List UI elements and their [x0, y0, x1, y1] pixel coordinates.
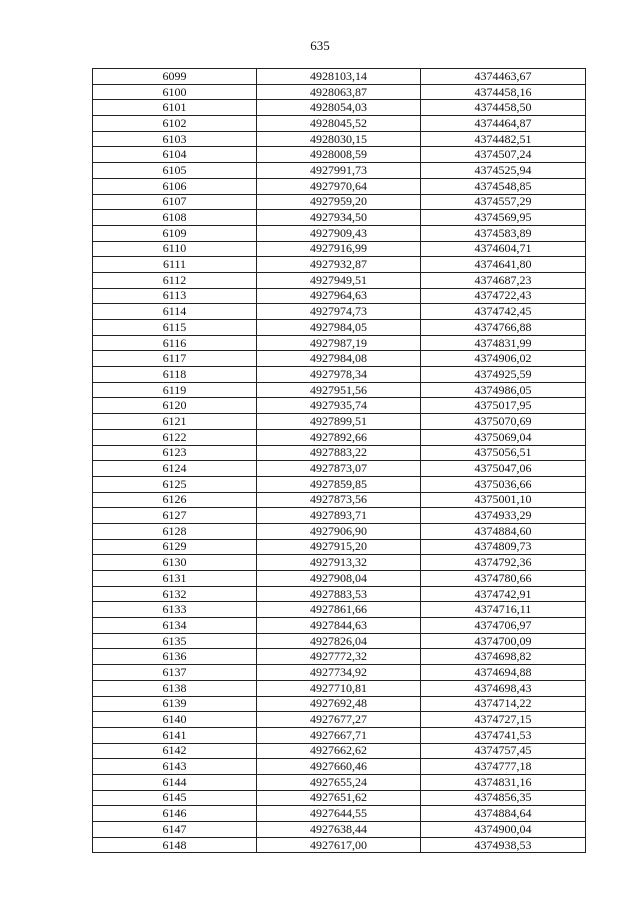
- x-coordinate-cell: 4927883,53: [257, 586, 421, 602]
- y-coordinate-cell: 4374548,85: [421, 178, 586, 194]
- x-coordinate-cell: 4927892,66: [257, 429, 421, 445]
- x-coordinate-cell: 4928030,15: [257, 131, 421, 147]
- coordinates-table-body: [93, 69, 586, 853]
- point-number-cell: 6138: [93, 680, 257, 696]
- x-coordinate-cell: 4927734,92: [257, 665, 421, 681]
- y-coordinate-cell: 4375069,04: [421, 429, 586, 445]
- x-coordinate-cell: 4927859,85: [257, 476, 421, 492]
- y-coordinate-cell: 4374458,50: [421, 100, 586, 116]
- x-coordinate-cell: 4927873,56: [257, 492, 421, 508]
- x-coordinate-cell: 4927934,50: [257, 210, 421, 226]
- x-coordinate-cell: 4927662,62: [257, 743, 421, 759]
- point-number-cell: 6147: [93, 822, 257, 838]
- table-row: [93, 429, 586, 445]
- y-coordinate-cell: 4374714,22: [421, 696, 586, 712]
- y-coordinate-cell: 4374604,71: [421, 241, 586, 257]
- x-coordinate-cell: 4927974,73: [257, 304, 421, 320]
- table-row: [93, 100, 586, 116]
- y-coordinate-cell: 4374716,11: [421, 602, 586, 618]
- y-coordinate-cell: 4374925,59: [421, 367, 586, 383]
- point-number-cell: 6110: [93, 241, 257, 257]
- y-coordinate-cell: 4374742,91: [421, 586, 586, 602]
- table-row: [93, 712, 586, 728]
- table-row: [93, 665, 586, 681]
- point-number-cell: 6134: [93, 618, 257, 634]
- point-number-cell: 6144: [93, 774, 257, 790]
- x-coordinate-cell: 4927984,05: [257, 320, 421, 336]
- y-coordinate-cell: 4375036,66: [421, 476, 586, 492]
- table-row: [93, 84, 586, 100]
- x-coordinate-cell: 4927826,04: [257, 633, 421, 649]
- point-number-cell: 6132: [93, 586, 257, 602]
- x-coordinate-cell: 4927899,51: [257, 414, 421, 430]
- point-number-cell: 6104: [93, 147, 257, 163]
- y-coordinate-cell: 4374757,45: [421, 743, 586, 759]
- point-number-cell: 6114: [93, 304, 257, 320]
- point-number-cell: 6117: [93, 351, 257, 367]
- point-number-cell: 6129: [93, 539, 257, 555]
- x-coordinate-cell: 4927677,27: [257, 712, 421, 728]
- table-row: [93, 837, 586, 853]
- y-coordinate-cell: 4374557,29: [421, 194, 586, 210]
- x-coordinate-cell: 4927908,04: [257, 571, 421, 587]
- y-coordinate-cell: 4375056,51: [421, 445, 586, 461]
- y-coordinate-cell: 4374727,15: [421, 712, 586, 728]
- x-coordinate-cell: 4927991,73: [257, 163, 421, 179]
- table-row: [93, 178, 586, 194]
- table-row: [93, 476, 586, 492]
- y-coordinate-cell: 4374884,64: [421, 806, 586, 822]
- x-coordinate-cell: 4927644,55: [257, 806, 421, 822]
- table-row: [93, 257, 586, 273]
- point-number-cell: 6103: [93, 131, 257, 147]
- y-coordinate-cell: 4374698,43: [421, 680, 586, 696]
- table-row: [93, 304, 586, 320]
- x-coordinate-cell: 4927883,22: [257, 445, 421, 461]
- y-coordinate-cell: 4374694,88: [421, 665, 586, 681]
- table-row: [93, 272, 586, 288]
- table-row: [93, 147, 586, 163]
- x-coordinate-cell: 4927651,62: [257, 790, 421, 806]
- x-coordinate-cell: 4927893,71: [257, 508, 421, 524]
- table-row: [93, 288, 586, 304]
- point-number-cell: 6113: [93, 288, 257, 304]
- point-number-cell: 6102: [93, 116, 257, 132]
- table-row: [93, 194, 586, 210]
- y-coordinate-cell: 4374687,23: [421, 272, 586, 288]
- y-coordinate-cell: 4374780,66: [421, 571, 586, 587]
- page-number: 635: [310, 38, 330, 53]
- point-number-cell: 6145: [93, 790, 257, 806]
- x-coordinate-cell: 4927964,63: [257, 288, 421, 304]
- table-row: [93, 382, 586, 398]
- point-number-cell: 6119: [93, 382, 257, 398]
- point-number-cell: 6112: [93, 272, 257, 288]
- table-row: [93, 680, 586, 696]
- table-row: [93, 696, 586, 712]
- y-coordinate-cell: 4374900,04: [421, 822, 586, 838]
- point-number-cell: 6128: [93, 523, 257, 539]
- point-number-cell: 6105: [93, 163, 257, 179]
- x-coordinate-cell: 4927655,24: [257, 774, 421, 790]
- y-coordinate-cell: 4375001,10: [421, 492, 586, 508]
- point-number-cell: 6122: [93, 429, 257, 445]
- point-number-cell: 6108: [93, 210, 257, 226]
- table-row: [93, 225, 586, 241]
- x-coordinate-cell: 4927909,43: [257, 225, 421, 241]
- y-coordinate-cell: 4374700,09: [421, 633, 586, 649]
- x-coordinate-cell: 4927915,20: [257, 539, 421, 555]
- coordinates-table: [92, 68, 586, 853]
- y-coordinate-cell: 4374906,02: [421, 351, 586, 367]
- table-row: [93, 335, 586, 351]
- table-row: [93, 445, 586, 461]
- point-number-cell: 6116: [93, 335, 257, 351]
- point-number-cell: 6121: [93, 414, 257, 430]
- point-number-cell: 6131: [93, 571, 257, 587]
- y-coordinate-cell: 4374525,94: [421, 163, 586, 179]
- x-coordinate-cell: 4927916,99: [257, 241, 421, 257]
- table-row: [93, 523, 586, 539]
- table-row: [93, 351, 586, 367]
- table-row: [93, 539, 586, 555]
- table-row: [93, 649, 586, 665]
- table-row: [93, 69, 586, 85]
- x-coordinate-cell: 4927913,32: [257, 555, 421, 571]
- y-coordinate-cell: 4374884,60: [421, 523, 586, 539]
- point-number-cell: 6141: [93, 727, 257, 743]
- table-row: [93, 806, 586, 822]
- x-coordinate-cell: 4928054,03: [257, 100, 421, 116]
- table-row: [93, 555, 586, 571]
- x-coordinate-cell: 4927984,08: [257, 351, 421, 367]
- y-coordinate-cell: 4374583,89: [421, 225, 586, 241]
- x-coordinate-cell: 4927932,87: [257, 257, 421, 273]
- point-number-cell: 6124: [93, 461, 257, 477]
- x-coordinate-cell: 4927660,46: [257, 759, 421, 775]
- point-number-cell: 6140: [93, 712, 257, 728]
- table-row: [93, 163, 586, 179]
- y-coordinate-cell: 4374641,80: [421, 257, 586, 273]
- x-coordinate-cell: 4928063,87: [257, 84, 421, 100]
- point-number-cell: 6125: [93, 476, 257, 492]
- y-coordinate-cell: 4374722,43: [421, 288, 586, 304]
- x-coordinate-cell: 4927949,51: [257, 272, 421, 288]
- y-coordinate-cell: 4374742,45: [421, 304, 586, 320]
- y-coordinate-cell: 4374831,99: [421, 335, 586, 351]
- point-number-cell: 6111: [93, 257, 257, 273]
- y-coordinate-cell: 4375017,95: [421, 398, 586, 414]
- y-coordinate-cell: 4374831,16: [421, 774, 586, 790]
- x-coordinate-cell: 4927638,44: [257, 822, 421, 838]
- x-coordinate-cell: 4927692,48: [257, 696, 421, 712]
- table-row: [93, 367, 586, 383]
- y-coordinate-cell: 4374463,67: [421, 69, 586, 85]
- x-coordinate-cell: 4927667,71: [257, 727, 421, 743]
- table-row: [93, 241, 586, 257]
- y-coordinate-cell: 4374464,87: [421, 116, 586, 132]
- y-coordinate-cell: 4375070,69: [421, 414, 586, 430]
- table-row: [93, 131, 586, 147]
- table-row: [93, 492, 586, 508]
- y-coordinate-cell: 4374938,53: [421, 837, 586, 853]
- point-number-cell: 6127: [93, 508, 257, 524]
- y-coordinate-cell: 4374706,97: [421, 618, 586, 634]
- y-coordinate-cell: 4374458,16: [421, 84, 586, 100]
- y-coordinate-cell: 4374507,24: [421, 147, 586, 163]
- point-number-cell: 6099: [93, 69, 257, 85]
- table-row: [93, 790, 586, 806]
- table-row: [93, 633, 586, 649]
- point-number-cell: 6115: [93, 320, 257, 336]
- point-number-cell: 6136: [93, 649, 257, 665]
- x-coordinate-cell: 4927959,20: [257, 194, 421, 210]
- y-coordinate-cell: 4374698,82: [421, 649, 586, 665]
- y-coordinate-cell: 4374741,53: [421, 727, 586, 743]
- y-coordinate-cell: 4374569,95: [421, 210, 586, 226]
- x-coordinate-cell: 4927951,56: [257, 382, 421, 398]
- y-coordinate-cell: 4374482,51: [421, 131, 586, 147]
- point-number-cell: 6100: [93, 84, 257, 100]
- table-row: [93, 414, 586, 430]
- x-coordinate-cell: 4927873,07: [257, 461, 421, 477]
- table-row: [93, 461, 586, 477]
- point-number-cell: 6139: [93, 696, 257, 712]
- y-coordinate-cell: 4374766,88: [421, 320, 586, 336]
- x-coordinate-cell: 4927935,74: [257, 398, 421, 414]
- table-row: [93, 759, 586, 775]
- point-number-cell: 6135: [93, 633, 257, 649]
- x-coordinate-cell: 4928045,52: [257, 116, 421, 132]
- table-row: [93, 743, 586, 759]
- point-number-cell: 6146: [93, 806, 257, 822]
- x-coordinate-cell: 4927861,66: [257, 602, 421, 618]
- table-row: [93, 398, 586, 414]
- y-coordinate-cell: 4374792,36: [421, 555, 586, 571]
- point-number-cell: 6109: [93, 225, 257, 241]
- point-number-cell: 6101: [93, 100, 257, 116]
- table-row: [93, 210, 586, 226]
- y-coordinate-cell: 4374809,73: [421, 539, 586, 555]
- x-coordinate-cell: 4928008,59: [257, 147, 421, 163]
- table-row: [93, 320, 586, 336]
- point-number-cell: 6120: [93, 398, 257, 414]
- table-row: [93, 116, 586, 132]
- x-coordinate-cell: 4927710,81: [257, 680, 421, 696]
- point-number-cell: 6148: [93, 837, 257, 853]
- table-row: [93, 602, 586, 618]
- x-coordinate-cell: 4927970,64: [257, 178, 421, 194]
- point-number-cell: 6106: [93, 178, 257, 194]
- point-number-cell: 6126: [93, 492, 257, 508]
- x-coordinate-cell: 4927987,19: [257, 335, 421, 351]
- y-coordinate-cell: 4375047,06: [421, 461, 586, 477]
- x-coordinate-cell: 4927617,00: [257, 837, 421, 853]
- point-number-cell: 6143: [93, 759, 257, 775]
- y-coordinate-cell: 4374933,29: [421, 508, 586, 524]
- table-row: [93, 727, 586, 743]
- x-coordinate-cell: 4927772,32: [257, 649, 421, 665]
- point-number-cell: 6142: [93, 743, 257, 759]
- table-row: [93, 822, 586, 838]
- x-coordinate-cell: 4927844,63: [257, 618, 421, 634]
- x-coordinate-cell: 4928103,14: [257, 69, 421, 85]
- table-row: [93, 571, 586, 587]
- y-coordinate-cell: 4374986,05: [421, 382, 586, 398]
- point-number-cell: 6133: [93, 602, 257, 618]
- point-number-cell: 6123: [93, 445, 257, 461]
- point-number-cell: 6130: [93, 555, 257, 571]
- y-coordinate-cell: 4374777,18: [421, 759, 586, 775]
- point-number-cell: 6137: [93, 665, 257, 681]
- point-number-cell: 6107: [93, 194, 257, 210]
- table-row: [93, 618, 586, 634]
- table-row: [93, 774, 586, 790]
- table-row: [93, 586, 586, 602]
- point-number-cell: 6118: [93, 367, 257, 383]
- x-coordinate-cell: 4927978,34: [257, 367, 421, 383]
- y-coordinate-cell: 4374856,35: [421, 790, 586, 806]
- x-coordinate-cell: 4927906,90: [257, 523, 421, 539]
- table-row: [93, 508, 586, 524]
